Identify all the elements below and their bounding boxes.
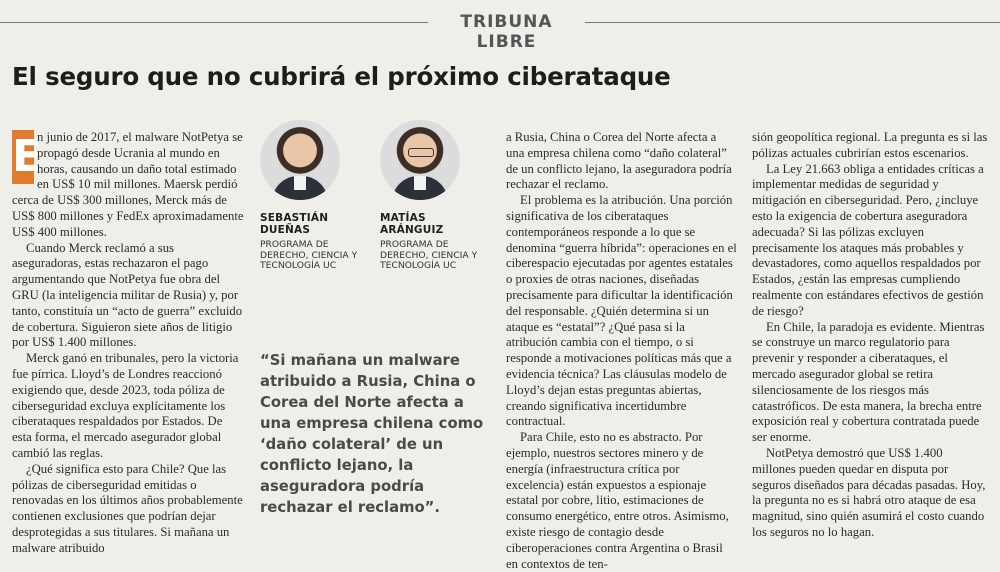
pull-quote: “Si mañana un malware atribuido a Rusia, China o Corea del Norte afecta a una empresa chilena como ‘daño colateral’ de un conflicto lejano, la aseguradora podría rechazar el reclamo”. — [260, 352, 484, 516]
article-column-1 — [12, 130, 244, 557]
author-role: PROGRAMA DE DERECHO, CIENCIA Y TECNOLOGÍA UC — [260, 239, 358, 271]
paragraph: NotPetya demostró que US$ 1.400 millones pueden quedar en disputa por seguros diseñados para décadas pasadas. Hoy, la pregunta no es si habrá otro ataque de esa magnitud, sino quién asumirá el costo cuando los seguros no lo hagan. — [752, 445, 986, 539]
paragraph: En Chile, la paradoja es evidente. Mientras se construye un marco regulatorio para prevenir y responder a ciberataques, el mercado asegurador global se retira silenciosamente de los riesgos más catastróficos. De esta manera, la brecha entre exposición real y cobertura contratada puede ser enorme. — [752, 319, 985, 445]
article-column-3 — [506, 130, 737, 572]
author-card — [380, 120, 495, 272]
paragraph: Para Chile, esto no es abstracto. Por ejemplo, nuestros sectores minero y de energía (infraestructura crítica por excelencia) están expuestos a espionaje estatal por cobre, litio, estimaciones de consumo energético, entre otros. Asimismo, existe riesgo de contagio desde ciberoperaciones contra Argentina o Brasil en contextos de ten- — [506, 430, 729, 571]
authors-block — [260, 120, 498, 280]
author-role: PROGRAMA DE DERECHO, CIENCIA Y TECNOLOGÍA UC — [380, 239, 478, 271]
paragraph: La Ley 21.663 obliga a entidades críticas a implementar medidas de seguridad y mitigación en ciberseguridad. Pero, ¿incluye esto la exigencia de cobertura aseguradora adecuada? Si las pólizas excluyen precisamente los ataques más probables y devastadores, como aquellos respaldados por Estados, ¿están las empresas cumpliendo realmente con estándares efectivos de gestión de riesgo? — [752, 161, 984, 318]
section-rule-left — [0, 22, 428, 23]
section-rule-right — [585, 22, 1000, 23]
author-name: SEBASTIÁN DUEÑAS — [260, 212, 329, 236]
paragraph: a Rusia, China o Corea del Norte afecta a una empresa chilena como “daño colateral” de un conflicto lejano, la aseguradora podría rechazar el reclamo. — [506, 130, 732, 192]
paragraph: n junio de 2017, el malware NotPetya se propagó desde Ucrania al mundo en horas, causando un daño total estimado en US$ 10 mil millones. Maersk perdió cerca de US$ 300 millones, Merck más de US$ 800 millones y FedEx aproximadamente US$ 400 millones. — [12, 130, 244, 239]
paragraph: ¿Qué significa esto para Chile? Que las pólizas de ciberseguridad emitidas o renovadas en los últimos años probablemente contienen exclusiones que podrían dejar desprotegidas a sus titulares. Si mañana un malware atribuido — [12, 461, 243, 555]
paragraph: Cuando Merck reclamó a sus aseguradoras, estas rechazaron el pago argumentando que NotPetya fue obra del GRU (la inteligencia militar de Rusia) y, por tanto, constituía un “acto de guerra” excluido de cobertura. Siguieron siete años de litigio por US$ 1.400 millones. — [12, 240, 243, 350]
paragraph: El problema es la atribución. Una porción significativa de los ciberataques contemporáneos responde a lo que se denomina “guerra híbrida”: operaciones en el ciberespacio ejecutadas por agentes estatales o proxies de otras naciones, diseñadas precisamente para dificultar la identificación del responsable. ¿Quién determina si un ataque es “estatal”? ¿Qué pasa si la atribución cambia con el tiempo, o si responde a motivaciones políticas más que a evidencia técnica? Las cláusulas modelo de Lloyd’s dejan estas preguntas abiertas, creando significativa incertidumbre contractual. — [506, 193, 737, 429]
author-name: MATÍAS ARÁNGUIZ — [380, 212, 444, 236]
section-label: TRIBUNA LIBRE — [460, 12, 553, 52]
author-card — [260, 120, 375, 272]
section-header — [0, 12, 1000, 52]
paragraph: Merck ganó en tribunales, pero la victoria fue pírrica. Lloyd’s de Londres reaccionó exigiendo que, desde 2023, toda póliza de ciberseguridad excluya explícitamente los ciberataques respaldados por Estados. De esta forma, el mercado asegurador global cambió las reglas. — [12, 351, 239, 460]
paragraph: sión geopolítica regional. La pregunta es si las pólizas actuales cubrirían estos escenarios. — [752, 130, 988, 160]
author-photo — [260, 120, 340, 200]
article-column-4 — [752, 130, 988, 541]
article-headline: El seguro que no cubrirá el próximo ciberataque — [12, 62, 671, 91]
drop-cap: E — [12, 131, 43, 182]
author-photo — [380, 120, 460, 200]
